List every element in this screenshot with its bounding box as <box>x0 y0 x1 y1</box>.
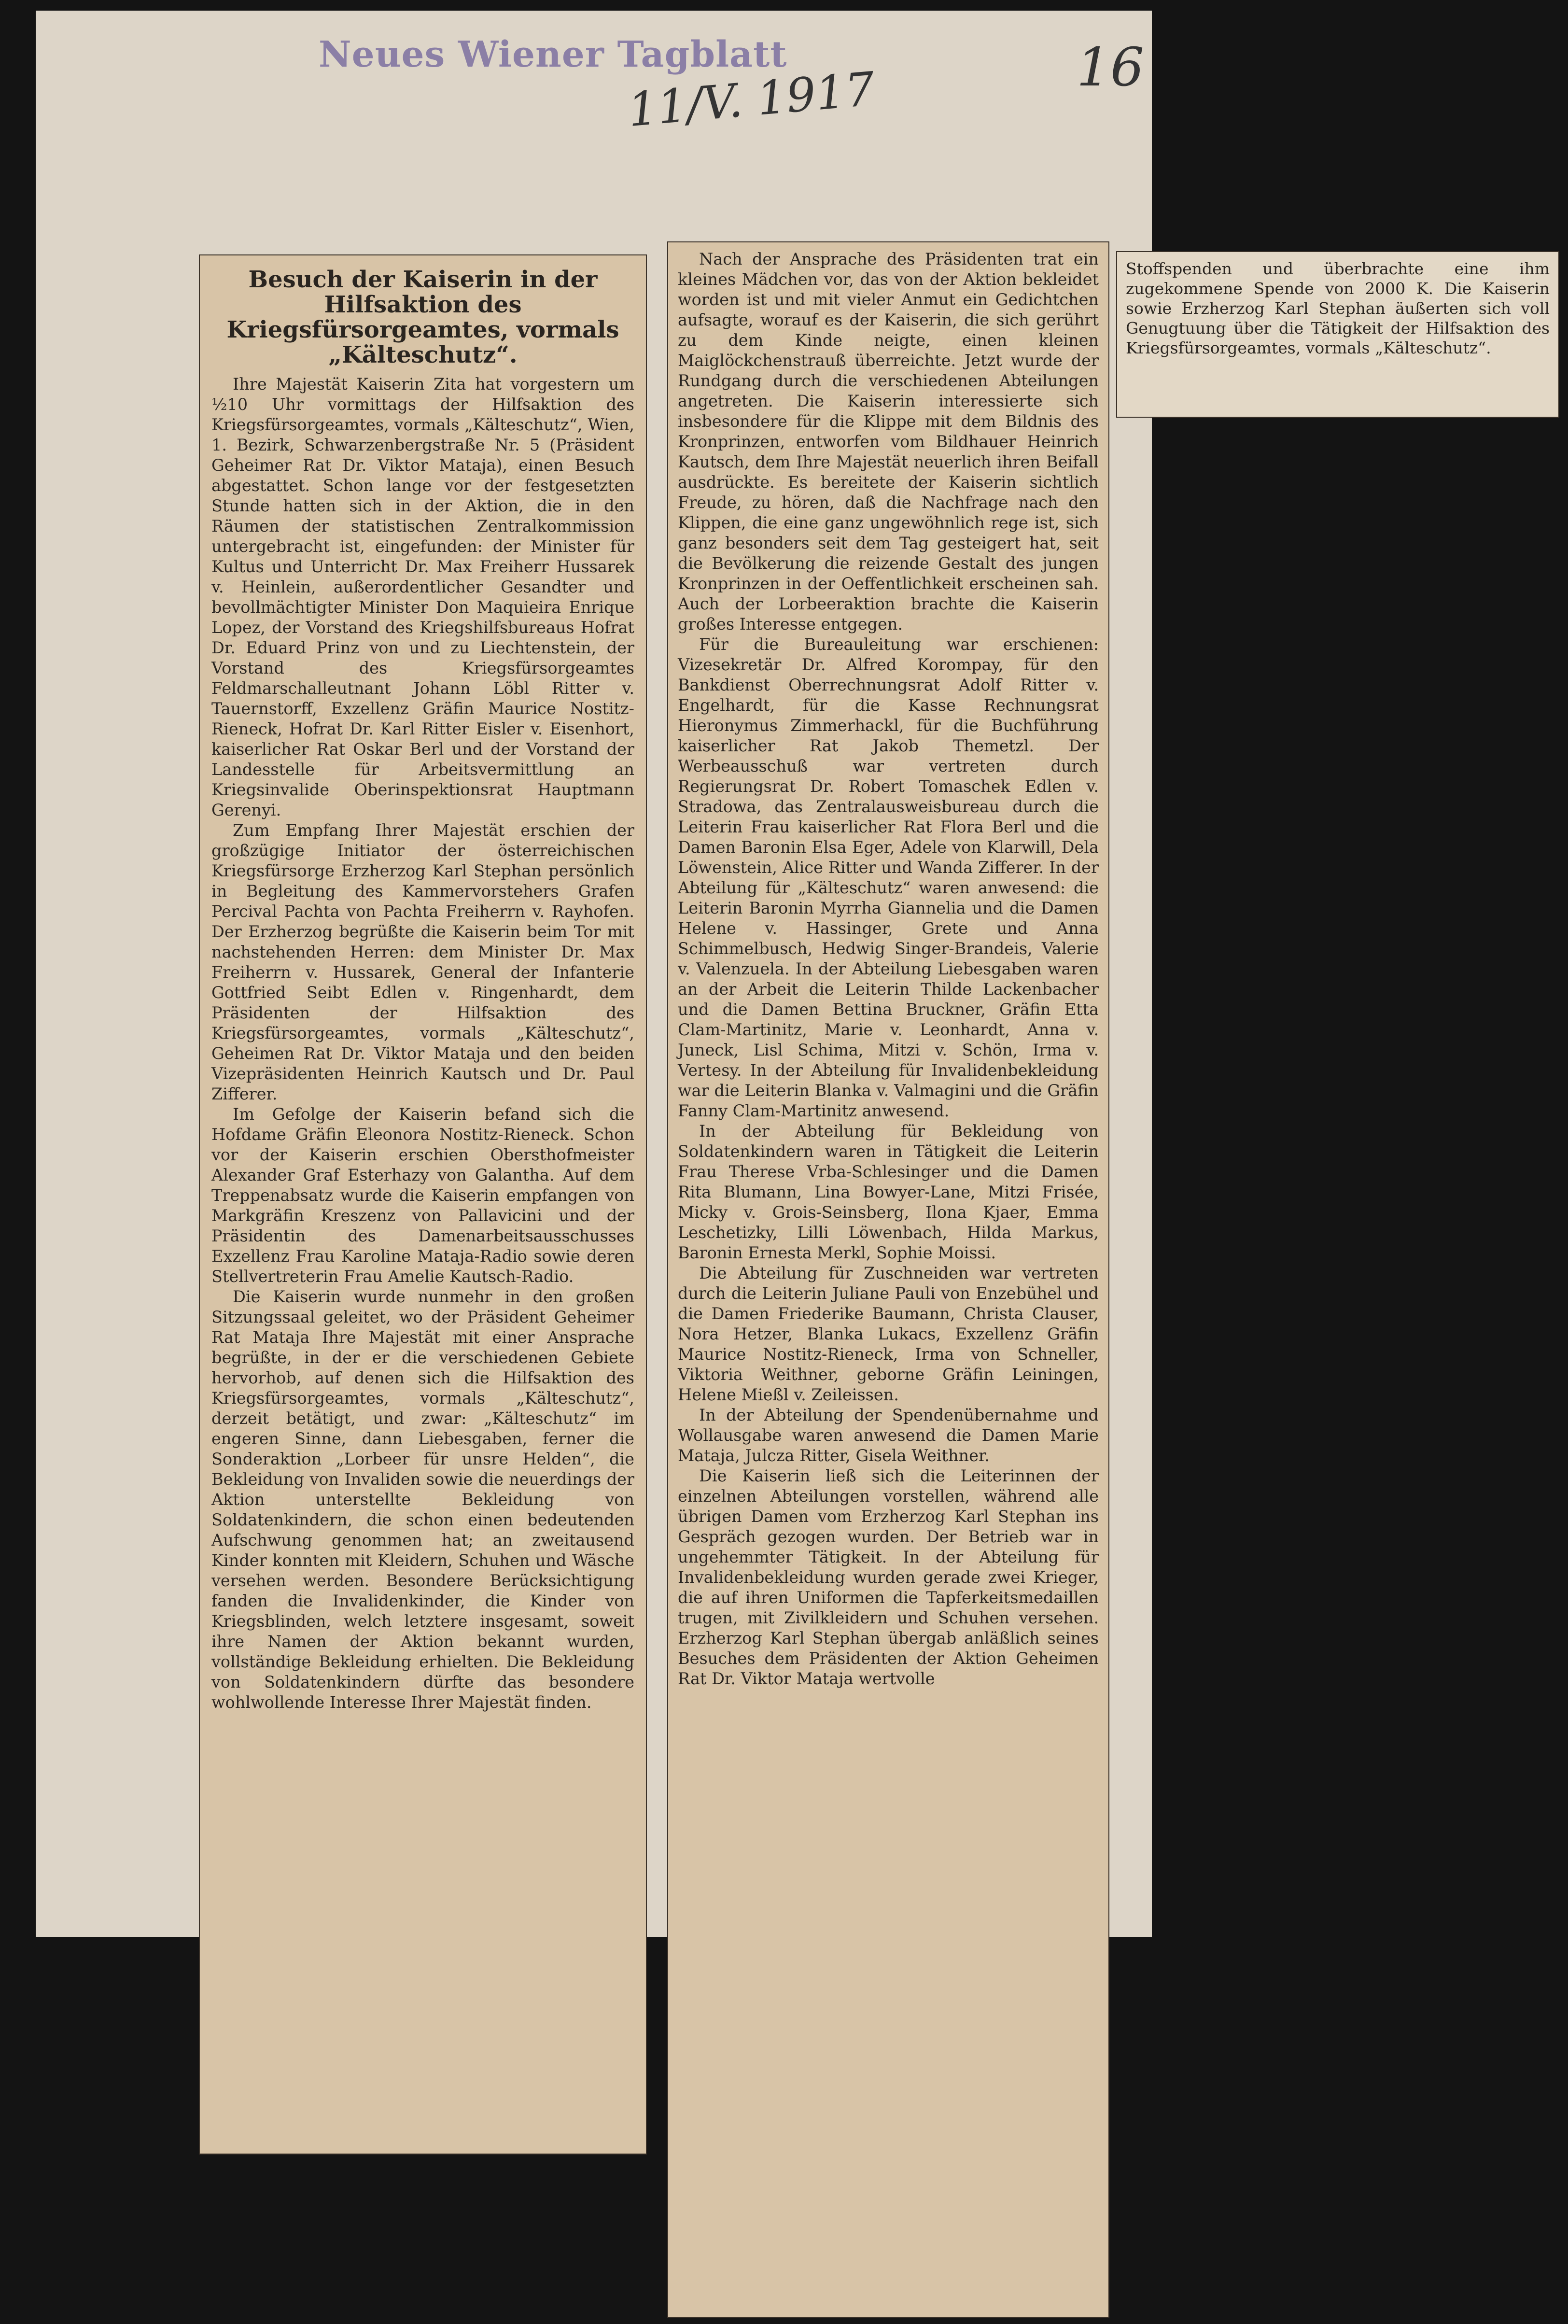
paragraph: Stoffspenden und überbrachte eine ihm zugekommene Spende von 2000 K. Die Kaiserin sowie Erzherzog Karl Stephan äußerten sich voll Genugtuung über die Tätigkeit der Hilfsaktion des Kriegsfürsorgeamtes, vormals „Kälteschutz“. <box>1126 259 1550 357</box>
paragraph: Im Gefolge der Kaiserin befand sich die Hofdame Gräfin Eleonora Nostitz-Rieneck. Schon vor der Kaiserin erschien Obersthofmeister Alexander Graf Esterhazy von Galantha. Auf dem Treppenabsatz wurde die Kaiserin empfangen von Markgräfin Kreszenz von Pallavicini und der Präsidentin des Damenarbeitsausschusses Exzellenz Frau Karoline Mataja-Radio sowie deren Stellvertreterin Frau Amelie Kautsch-Radio. <box>211 1105 634 1286</box>
clipping-column-2 <box>667 241 1109 2318</box>
handwritten-date: 11/V. 1917 <box>626 61 877 138</box>
newspaper-masthead-stamp: Neues Wiener Tagblatt <box>319 34 787 75</box>
paragraph: In der Abteilung für Bekleidung von Soldatenkindern waren in Tätigkeit die Leiterin Frau Therese Vrba-Schlesinger und die Damen Rita Blumann, Lina Bowyer-Lane, Mitzi Frisée, Micky v. Grois-Seinsberg, Ilona Kjaer, Emma Leschetizky, Lilli Löwenbach, Hilda Markus, Baronin Ernesta Merkl, Sophie Moissi. <box>678 1122 1099 1262</box>
handwritten-page-number: 16 <box>1077 36 1144 98</box>
paragraph: Die Abteilung für Zuschneiden war vertreten durch die Leiterin Juliane Pauli von Enzebühel und die Damen Friederike Baumann, Christa Clauser, Nora Hetzer, Blanka Lukacs, Exzellenz Gräfin Maurice Nostitz-Rieneck, Irma von Schneller, Viktoria Weithner, geborne Gräfin Leiningen, Helene Mießl v. Zeileissen. <box>678 1264 1099 1404</box>
article-headline: Besuch der Kaiserin in der Hilfsaktion des Kriegsfürsorgeamtes, vormals „Kälteschutz“. <box>226 266 619 368</box>
paragraph: Ihre Majestät Kaiserin Zita hat vorgestern um ½10 Uhr vormittags der Hilfsaktion des Kriegsfürsorgeamtes, vormals „Kälteschutz“, Wien, 1. Bezirk, Schwarzenbergstraße Nr. 5 (Präsident Geheimer Rat Dr. Viktor Mataja), einen Besuch abgestattet. Schon lange vor der festgesetzten Stunde hatten sich in der Aktion, die in den Räumen der statistischen Zentralkommission untergebracht ist, eingefunden: der Minister für Kultus und Unterricht Dr. Max Freiherr Hussarek v. Heinlein, außerordentlicher Gesandter und bevollmächtigter Minister Don Maquieira Enrique Lopez, der Vorstand des Kriegshilfsbureaus Hofrat Dr. Eduard Prinz von und zu Liechtenstein, der Vorstand des Kriegsfürsorgeamtes Feldmarschalleutnant Johann Löbl Ritter v. Tauernstorff, Exzellenz Gräfin Maurice Nostitz-Rieneck, Hofrat Dr. Karl Ritter Eisler v. Eisenhort, kaiserlicher Rat Oskar Berl und der Vorstand der Landesstelle für Arbeitsvermittlung an Kriegsinvalide Oberinspektionsrat Hauptmann Gerenyi. <box>211 375 634 819</box>
paragraph: Zum Empfang Ihrer Majestät erschien der großzügige Initiator der österreichischen Kriegsfürsorge Erzherzog Karl Stephan persönlich in Begleitung des Kammervorstehers Grafen Percival Pachta von Pachta Freiherrn v. Rayhofen. Der Erzherzog begrüßte die Kaiserin beim Tor mit nachstehenden Herren: dem Minister Dr. Max Freiherrn v. Hussarek, General der Infanterie Gottfried Seibt Edlen v. Ringenhardt, dem Präsidenten der Hilfsaktion des Kriegsfürsorgeamtes, vormals „Kälteschutz“, Geheimen Rat Dr. Viktor Mataja und den beiden Vizepräsidenten Heinrich Kautsch und Dr. Paul Zifferer. <box>211 821 634 1103</box>
paragraph: Die Kaiserin wurde nunmehr in den großen Sitzungssaal geleitet, wo der Präsident Geheimer Rat Mataja Ihre Majestät mit einer Ansprache begrüßte, in der er die verschiedenen Gebiete hervorhob, auf denen sich die Hilfsaktion des Kriegsfürsorgeamtes, vormals „Kälteschutz“, derzeit betätigt, und zwar: „Kälteschutz“ im engeren Sinne, dann Liebesgaben, ferner die Sonderaktion „Lorbeer für unsre Helden“, die Bekleidung von Invaliden sowie die neuerdings der Aktion unterstellte Bekleidung von Soldatenkindern, die schon einen bedeutenden Aufschwung genommen hat; an zweitausend Kinder konnten mit Kleidern, Schuhen und Wäsche versehen werden. Besondere Berücksichtigung fanden die Invalidenkinder, die Kinder von Kriegsblinden, welch letztere insgesamt, soweit ihre Namen der Aktion bekannt wurden, vollständige Bekleidung erhielten. Die Bekleidung von Soldatenkindern dürfte das besondere wohlwollende Interesse Ihrer Majestät finden. <box>211 1287 634 1712</box>
paragraph: Nach der Ansprache des Präsidenten trat ein kleines Mädchen vor, das von der Aktion bekleidet worden ist und mit vieler Anmut ein Gedichtchen aufsagte, worauf es der Kaiserin, die sich gerührt zu dem Kinde neigte, einen kleinen Maiglöckchenstrauß überreichte. Jetzt wurde der Rundgang durch die verschiedenen Abteilungen angetreten. Die Kaiserin interessierte sich insbesondere für die Klippe mit dem Bildnis des Kronprinzen, entworfen vom Bildhauer Heinrich Kautsch, dem Ihre Majestät neuerlich ihren Beifall ausdrückte. Es bereitete der Kaiserin sichtlich Freude, zu hören, daß die Nachfrage nach den Klippen, die eine ganz ungewöhnlich rege ist, sich ganz besonders seit dem Tag gesteigert hat, seit die Bevölkerung die reizende Gestalt des jungen Kronprinzen in der Oeffentlichkeit erscheinen sah. Auch der Lorbeeraktion brachte die Kaiserin großes Interesse entgegen. <box>678 250 1099 634</box>
paragraph: Die Kaiserin ließ sich die Leiterinnen der einzelnen Abteilungen vorstellen, während alle übrigen Damen vom Erzherzog Karl Stephan ins Gespräch gezogen wurden. Der Betrieb war in ungehemmter Tätigkeit. In der Abteilung für Invalidenbekleidung wurden gerade zwei Krieger, die auf ihren Uniformen die Tapferkeitsmedaillen trugen, mit Zivilkleidern und Schuhen versehen. Erzherzog Karl Stephan übergab anläßlich seines Besuches dem Präsidenten der Aktion Geheimen Rat Dr. Viktor Mataja wertvolle <box>678 1466 1099 1688</box>
paragraph: Für die Bureauleitung war erschienen: Vizesekretär Dr. Alfred Korompay, für den Bankdienst Oberrechnungsrat Adolf Ritter v. Engelhardt, für die Kasse Rechnungsrat Hieronymus Zimmerhackl, für die Buchführung kaiserlicher Rat Jakob Themetzl. Der Werbeausschuß war vertreten durch Regierungsrat Dr. Robert Tomaschek Edlen v. Stradowa, das Zentralausweisbureau durch die Leiterin Frau kaiserlicher Rat Flora Berl und die Damen Baronin Elsa Eger, Adele von Klarwill, Dela Löwenstein, Alice Ritter und Wanda Zifferer. In der Abteilung für „Kälteschutz“ waren anwesend: die Leiterin Baronin Myrrha Giannelia und die Damen Helene v. Hassinger, Grete und Anna Schimmelbusch, Hedwig Singer-Brandeis, Valerie v. Valenzuela. In der Abteilung Liebesgaben waren an der Arbeit die Leiterin Thilde Lackenbacher und die Damen Bettina Bruckner, Gräfin Etta Clam-Martinitz, Marie v. Leonhardt, Anna v. Juneck, Lisl Schima, Mitzi v. Schön, Irma v. Vertesy. In der Abteilung für Invalidenbekleidung war die Leiterin Blanka v. Valmagini und die Gräfin Fanny Clam-Martinitz anwesend. <box>678 635 1099 1120</box>
clipping-column-1 <box>199 254 647 2155</box>
paragraph: In der Abteilung der Spendenübernahme und Wollausgabe waren anwesend die Damen Marie Mataja, Julcza Ritter, Gisela Weithner. <box>678 1406 1099 1465</box>
clipping-column-3 <box>1116 251 1559 418</box>
